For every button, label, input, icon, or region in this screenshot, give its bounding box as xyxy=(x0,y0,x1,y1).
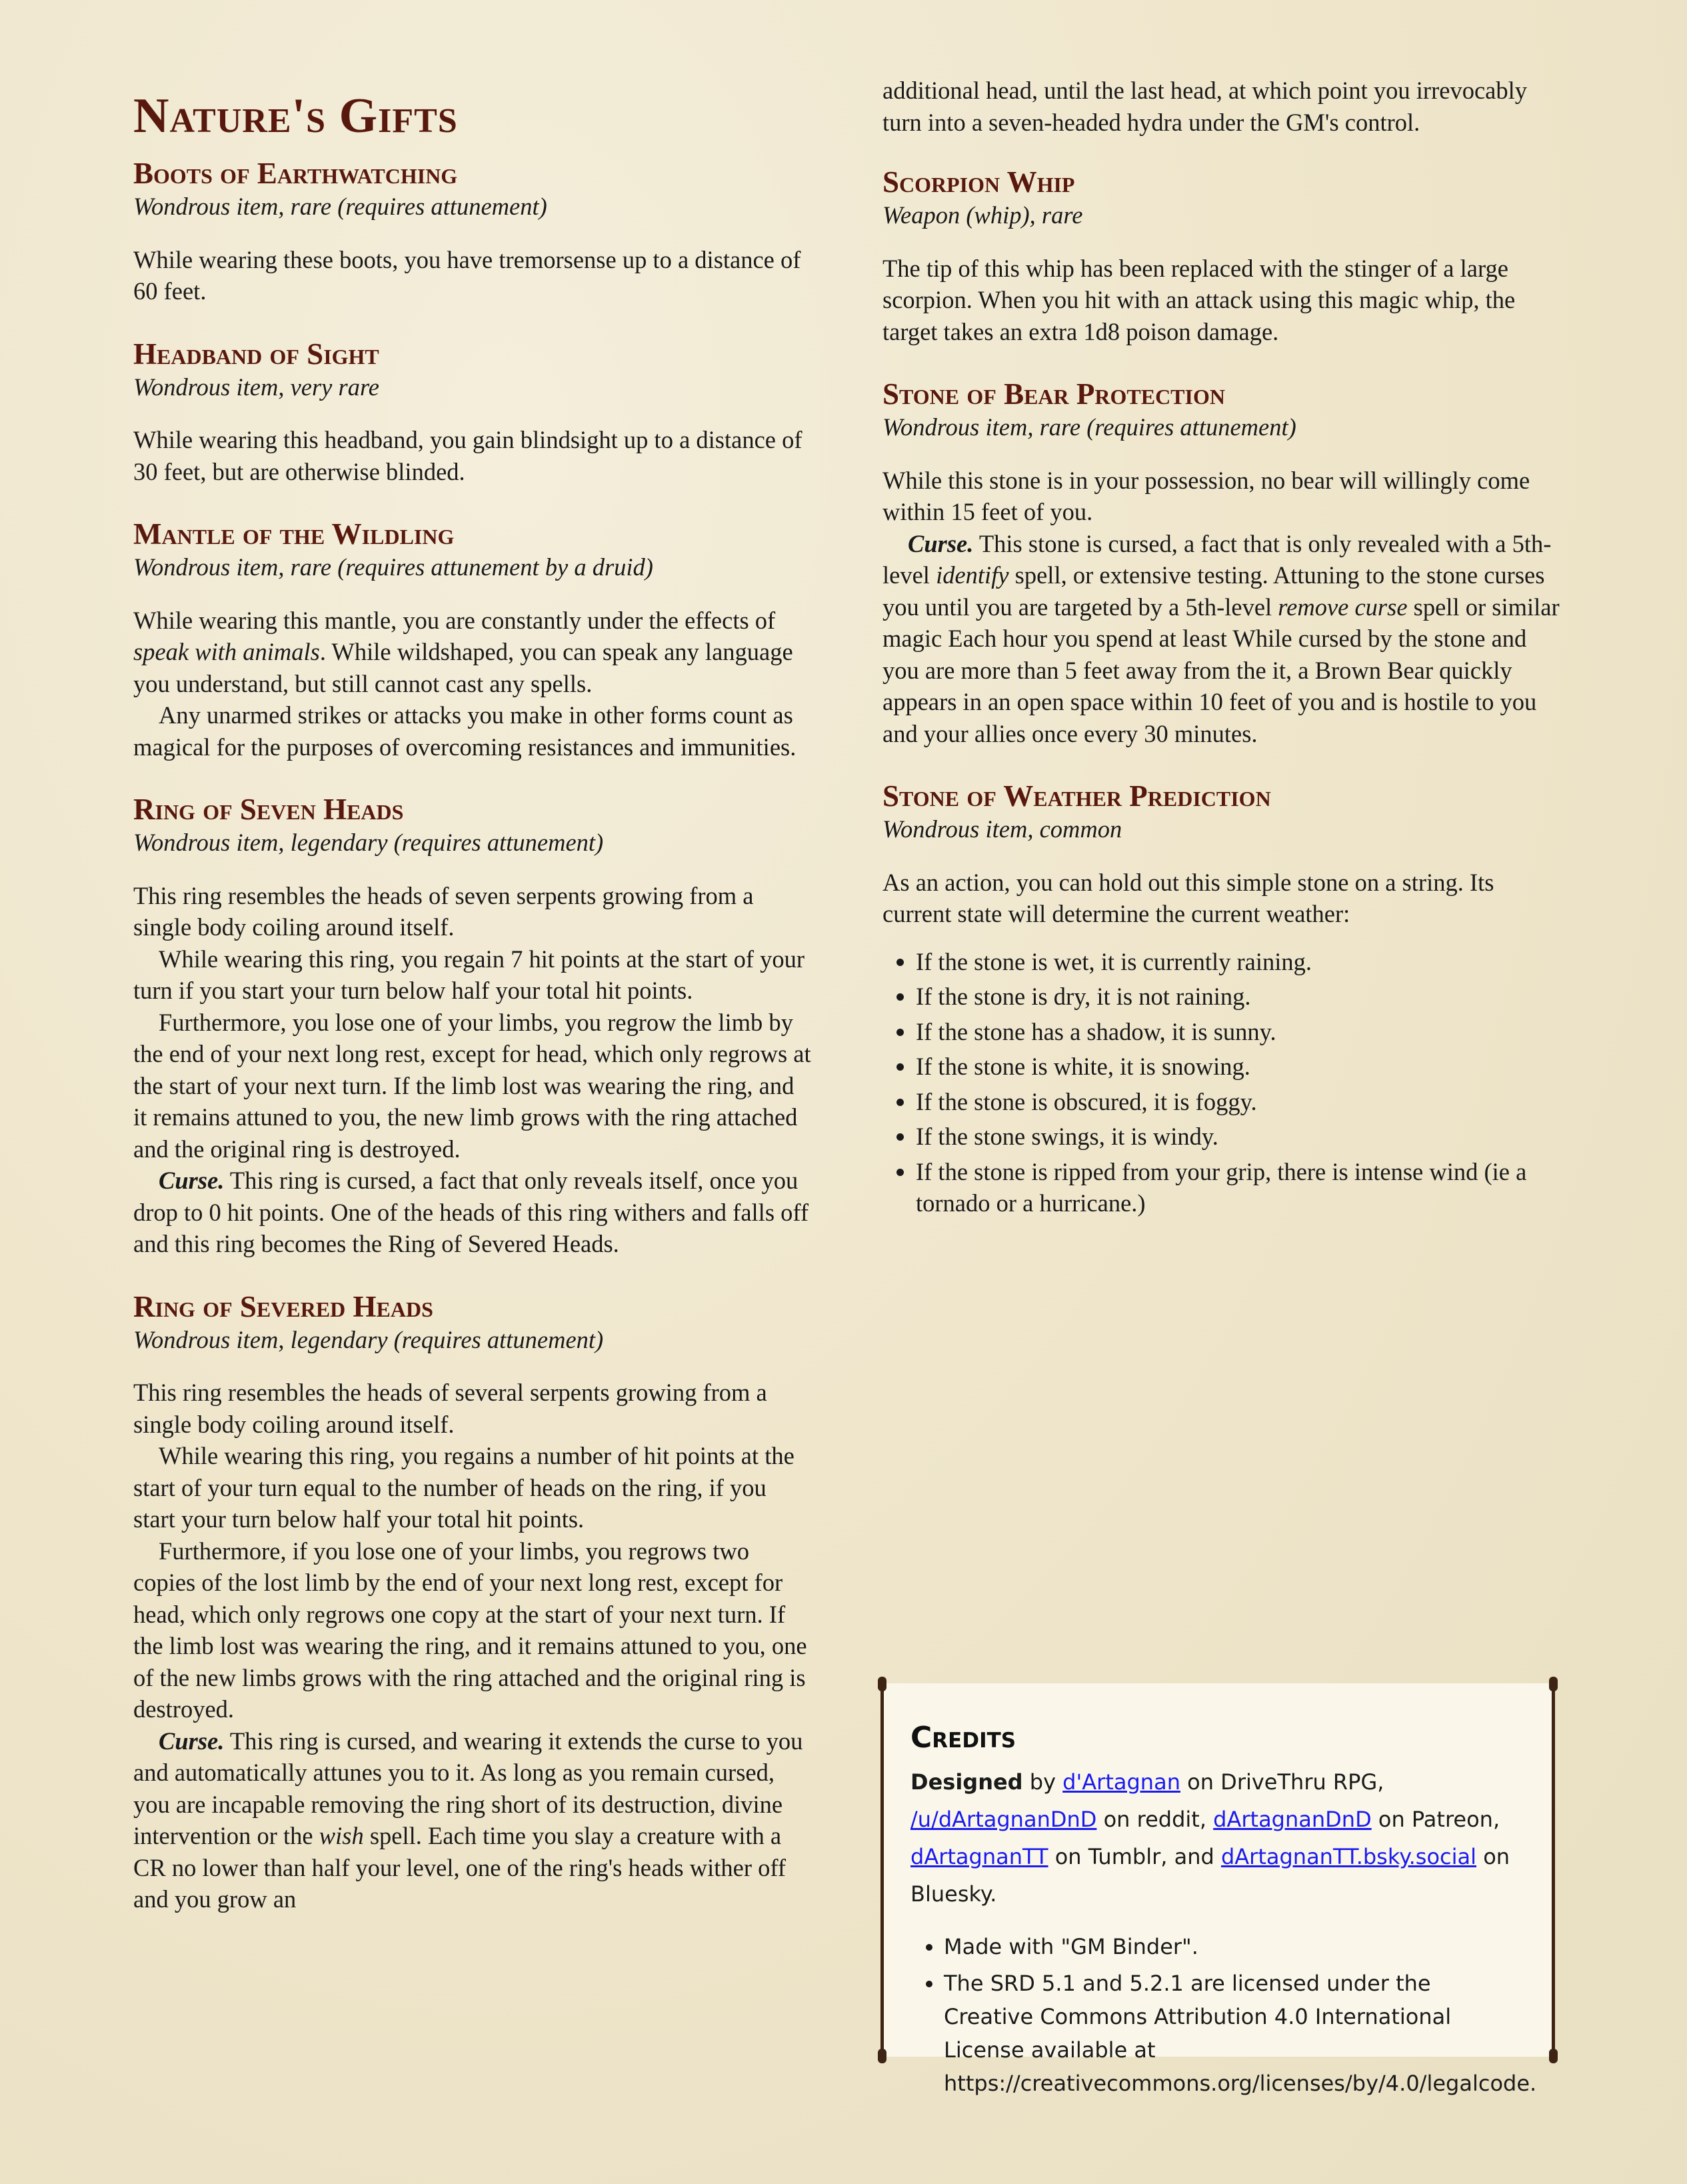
text: . While wildshaped, you can speak any language you understand, but still cannot cast any spells. xyxy=(133,638,793,697)
page-title: Nature's Gifts xyxy=(133,89,458,143)
item-type: Wondrous item, legendary (requires attunement) xyxy=(133,829,604,856)
item-heading: Ring of Seven Heads xyxy=(133,793,404,826)
text: Furthermore, you lose one of your limbs, you regrow the limb by the end of your next long rest, except for head, which only regrows at the start of your next turn. If the limb lost was wearing the ring, and it remains attuned to you, the new limb grows with the ring attached and the original ring is destroyed. xyxy=(133,1008,811,1163)
text: As an action, you can hold out this simple stone on a string. Its current state will determine the current weather: xyxy=(882,868,1494,927)
item-scorpion-whip xyxy=(882,165,1562,347)
item-type: Wondrous item, rare (requires attunement) xyxy=(133,193,547,220)
list-item: • If the stone is dry, it is not raining. xyxy=(916,981,1562,1013)
item-heading: Stone of Weather Prediction xyxy=(882,779,1271,813)
list-item: • If the stone is wet, it is currently raining. xyxy=(916,946,1562,978)
link-bluesky[interactable]: dArtagnanTT.bsky.social xyxy=(1220,1844,1477,1869)
credits-box xyxy=(880,1683,1555,2096)
item-paragraph xyxy=(882,867,1562,930)
text: This ring resembles the heads of several serpents growing from a single body coiling around itself. xyxy=(133,1379,767,1438)
text: While wearing this ring, you regain 7 hit points at the start of your turn if you start your turn below half your total hit points. xyxy=(133,945,805,1004)
list-item: • If the stone is obscured, it is foggy. xyxy=(916,1086,1562,1118)
item-ring-of-seven-heads xyxy=(133,792,813,1260)
item-paragraph xyxy=(133,880,813,943)
italic-text: wish xyxy=(319,1822,364,1849)
text: by xyxy=(1022,1769,1063,1795)
text: This stone is cursed, a fact that is only revealed with a 5th-level xyxy=(882,529,1552,589)
italic-text: Curse. xyxy=(159,1167,225,1194)
text: spell or similar magic Each hour you spend at least While cursed by the stone and you are more than 5 feet away from the it, a Brown Bear quickly appears in an open space within 10 feet of you and is hostile to you and your allies once every 30 minutes. xyxy=(882,593,1560,747)
text: While wearing this headband, you gain blindsight up to a distance of 30 feet, but are otherwise blinded. xyxy=(133,426,803,485)
text: on reddit, xyxy=(1096,1807,1214,1832)
item-stone-of-bear-protection xyxy=(882,377,1562,749)
item-paragraph xyxy=(133,943,813,1007)
frame-knob-icon xyxy=(878,2049,886,2063)
item-paragraph xyxy=(133,605,813,700)
item-heading: Boots of Earthwatching xyxy=(133,157,458,190)
italic-text: Curse. xyxy=(159,1727,225,1755)
link-patreon[interactable]: dArtagnanDnD xyxy=(1213,1807,1372,1832)
link-reddit[interactable]: /u/dArtagnanDnD xyxy=(910,1807,1097,1832)
text: Any unarmed strikes or attacks you make in other forms count as magical for the purposes of overcoming resistances and immunities. xyxy=(133,701,797,761)
text: This ring resembles the heads of seven serpents growing from a single body coiling around itself. xyxy=(133,881,754,941)
item-heading: Headband of Sight xyxy=(133,337,379,371)
item-boots-of-earthwatching xyxy=(133,156,813,307)
text: spell. Each time you slay a creature with a CR no lower than half your level, one of the ring's heads wither off and you grow an xyxy=(133,1822,786,1913)
text: on DriveThru RPG, xyxy=(1180,1769,1384,1795)
continued-paragraph: additional head, until the last head, at which point you irrevocably turn into a seven-headed hydra under the GM's control. xyxy=(882,77,1527,136)
designed-label: Designed xyxy=(910,1769,1023,1795)
item-type: Wondrous item, rare (requires attunement) xyxy=(882,413,1296,441)
item-mantle-of-the-wildling xyxy=(133,517,813,763)
item-paragraph xyxy=(133,699,813,763)
link-tumblr[interactable]: dArtagnanTT xyxy=(910,1844,1048,1869)
item-paragraph xyxy=(133,1007,813,1165)
weather-list xyxy=(882,946,1562,1219)
item-paragraph xyxy=(133,1725,813,1915)
frame-knob-icon xyxy=(878,1677,886,1691)
item-stone-of-weather-prediction xyxy=(882,779,1562,1219)
right-column xyxy=(882,75,1562,1249)
italic-text: identify xyxy=(936,561,1009,589)
item-type: Wondrous item, common xyxy=(882,815,1122,843)
item-headband-of-sight xyxy=(133,337,813,488)
text: on Bluesky. xyxy=(910,1844,1510,1907)
item-heading: Mantle of the Wildling xyxy=(133,517,455,551)
text: spell, or extensive testing. Attuning to the stone curses you until you are targeted by a 5th-level xyxy=(882,561,1545,621)
link-dartagnan[interactable]: d'Artagnan xyxy=(1062,1769,1180,1795)
item-paragraph xyxy=(133,1535,813,1725)
list-item: • If the stone swings, it is windy. xyxy=(916,1121,1562,1153)
credits-heading: Credits xyxy=(910,1721,1016,1755)
left-column xyxy=(133,88,813,1945)
credits-list xyxy=(910,1930,1537,2100)
italic-text: Curse. xyxy=(908,529,974,557)
item-paragraph xyxy=(133,244,813,307)
list-item: • If the stone has a shadow, it is sunny. xyxy=(916,1016,1562,1048)
text: While wearing these boots, you have tremorsense up to a distance of 60 feet. xyxy=(133,245,801,305)
item-paragraph xyxy=(133,1377,813,1440)
item-type: Wondrous item, rare (requires attunement by a druid) xyxy=(133,553,653,581)
item-heading: Stone of Bear Protection xyxy=(882,377,1225,411)
text: on Patreon, xyxy=(1371,1807,1500,1832)
list-item: • If the stone is white, it is snowing. xyxy=(916,1051,1562,1083)
item-type: Weapon (whip), rare xyxy=(882,201,1083,229)
item-type: Wondrous item, legendary (requires attunement) xyxy=(133,1325,604,1353)
credits-bullet: • Made with "GM Binder". xyxy=(944,1930,1525,1963)
text: While wearing this ring, you regains a number of hit points at the start of your turn equal to the number of heads on the ring, if you start your turn below half your total hit points. xyxy=(133,1442,795,1533)
text: The tip of this whip has been replaced with the stinger of a large scorpion. When you hit with an attack using this magic whip, the target takes an extra 1d8 poison damage. xyxy=(882,254,1516,345)
credits-text xyxy=(910,1763,1525,1913)
italic-text: remove curse xyxy=(1278,593,1408,621)
text: While this stone is in your possession, no bear will willingly come within 15 feet of you. xyxy=(882,466,1530,525)
item-paragraph xyxy=(133,1440,813,1535)
item-type: Wondrous item, very rare xyxy=(133,373,380,401)
text: on Tumblr, and xyxy=(1048,1844,1221,1869)
credits-bullet: • The SRD 5.1 and 5.2.1 are licensed under the Creative Commons Attribution 4.0 International License available at https://creativecommons.org/licenses/by/4.0/legalcode. xyxy=(944,1967,1525,2100)
item-paragraph xyxy=(882,528,1562,750)
frame-knob-icon xyxy=(1549,1677,1558,1691)
item-ring-of-severed-heads xyxy=(133,1289,813,1915)
item-paragraph xyxy=(133,424,813,487)
italic-text: speak with animals xyxy=(133,638,320,665)
list-item: • If the stone is ripped from your grip, there is intense wind (ie a tornado or a hurricane.) xyxy=(916,1156,1562,1219)
item-paragraph xyxy=(882,253,1562,348)
text: This ring is cursed, and wearing it extends the curse to you and automatically attunes you to it. As long as you remain cursed, you are incapable removing the ring short of its destruction, divine intervention or the xyxy=(133,1727,803,1849)
item-heading: Scorpion Whip xyxy=(882,165,1075,199)
item-paragraph xyxy=(133,1165,813,1260)
text: Furthermore, if you lose one of your limbs, you regrows two copies of the lost limb by the end of your next long rest, except for head, which only regrows one copy at the start of your next turn. If the limb lost was wearing the ring, and it remains attuned to you, one of the new limbs grows with the ring attached and the original ring is destroyed. xyxy=(133,1537,807,1723)
frame-knob-icon xyxy=(1549,2049,1558,2063)
item-heading: Ring of Severed Heads xyxy=(133,1289,433,1323)
item-paragraph xyxy=(882,465,1562,528)
text: While wearing this mantle, you are constantly under the effects of xyxy=(133,606,776,634)
text: This ring is cursed, a fact that only reveals itself, once you drop to 0 hit points. One of the heads of this ring withers and falls off and this ring becomes the Ring of Severed Heads. xyxy=(133,1167,809,1257)
